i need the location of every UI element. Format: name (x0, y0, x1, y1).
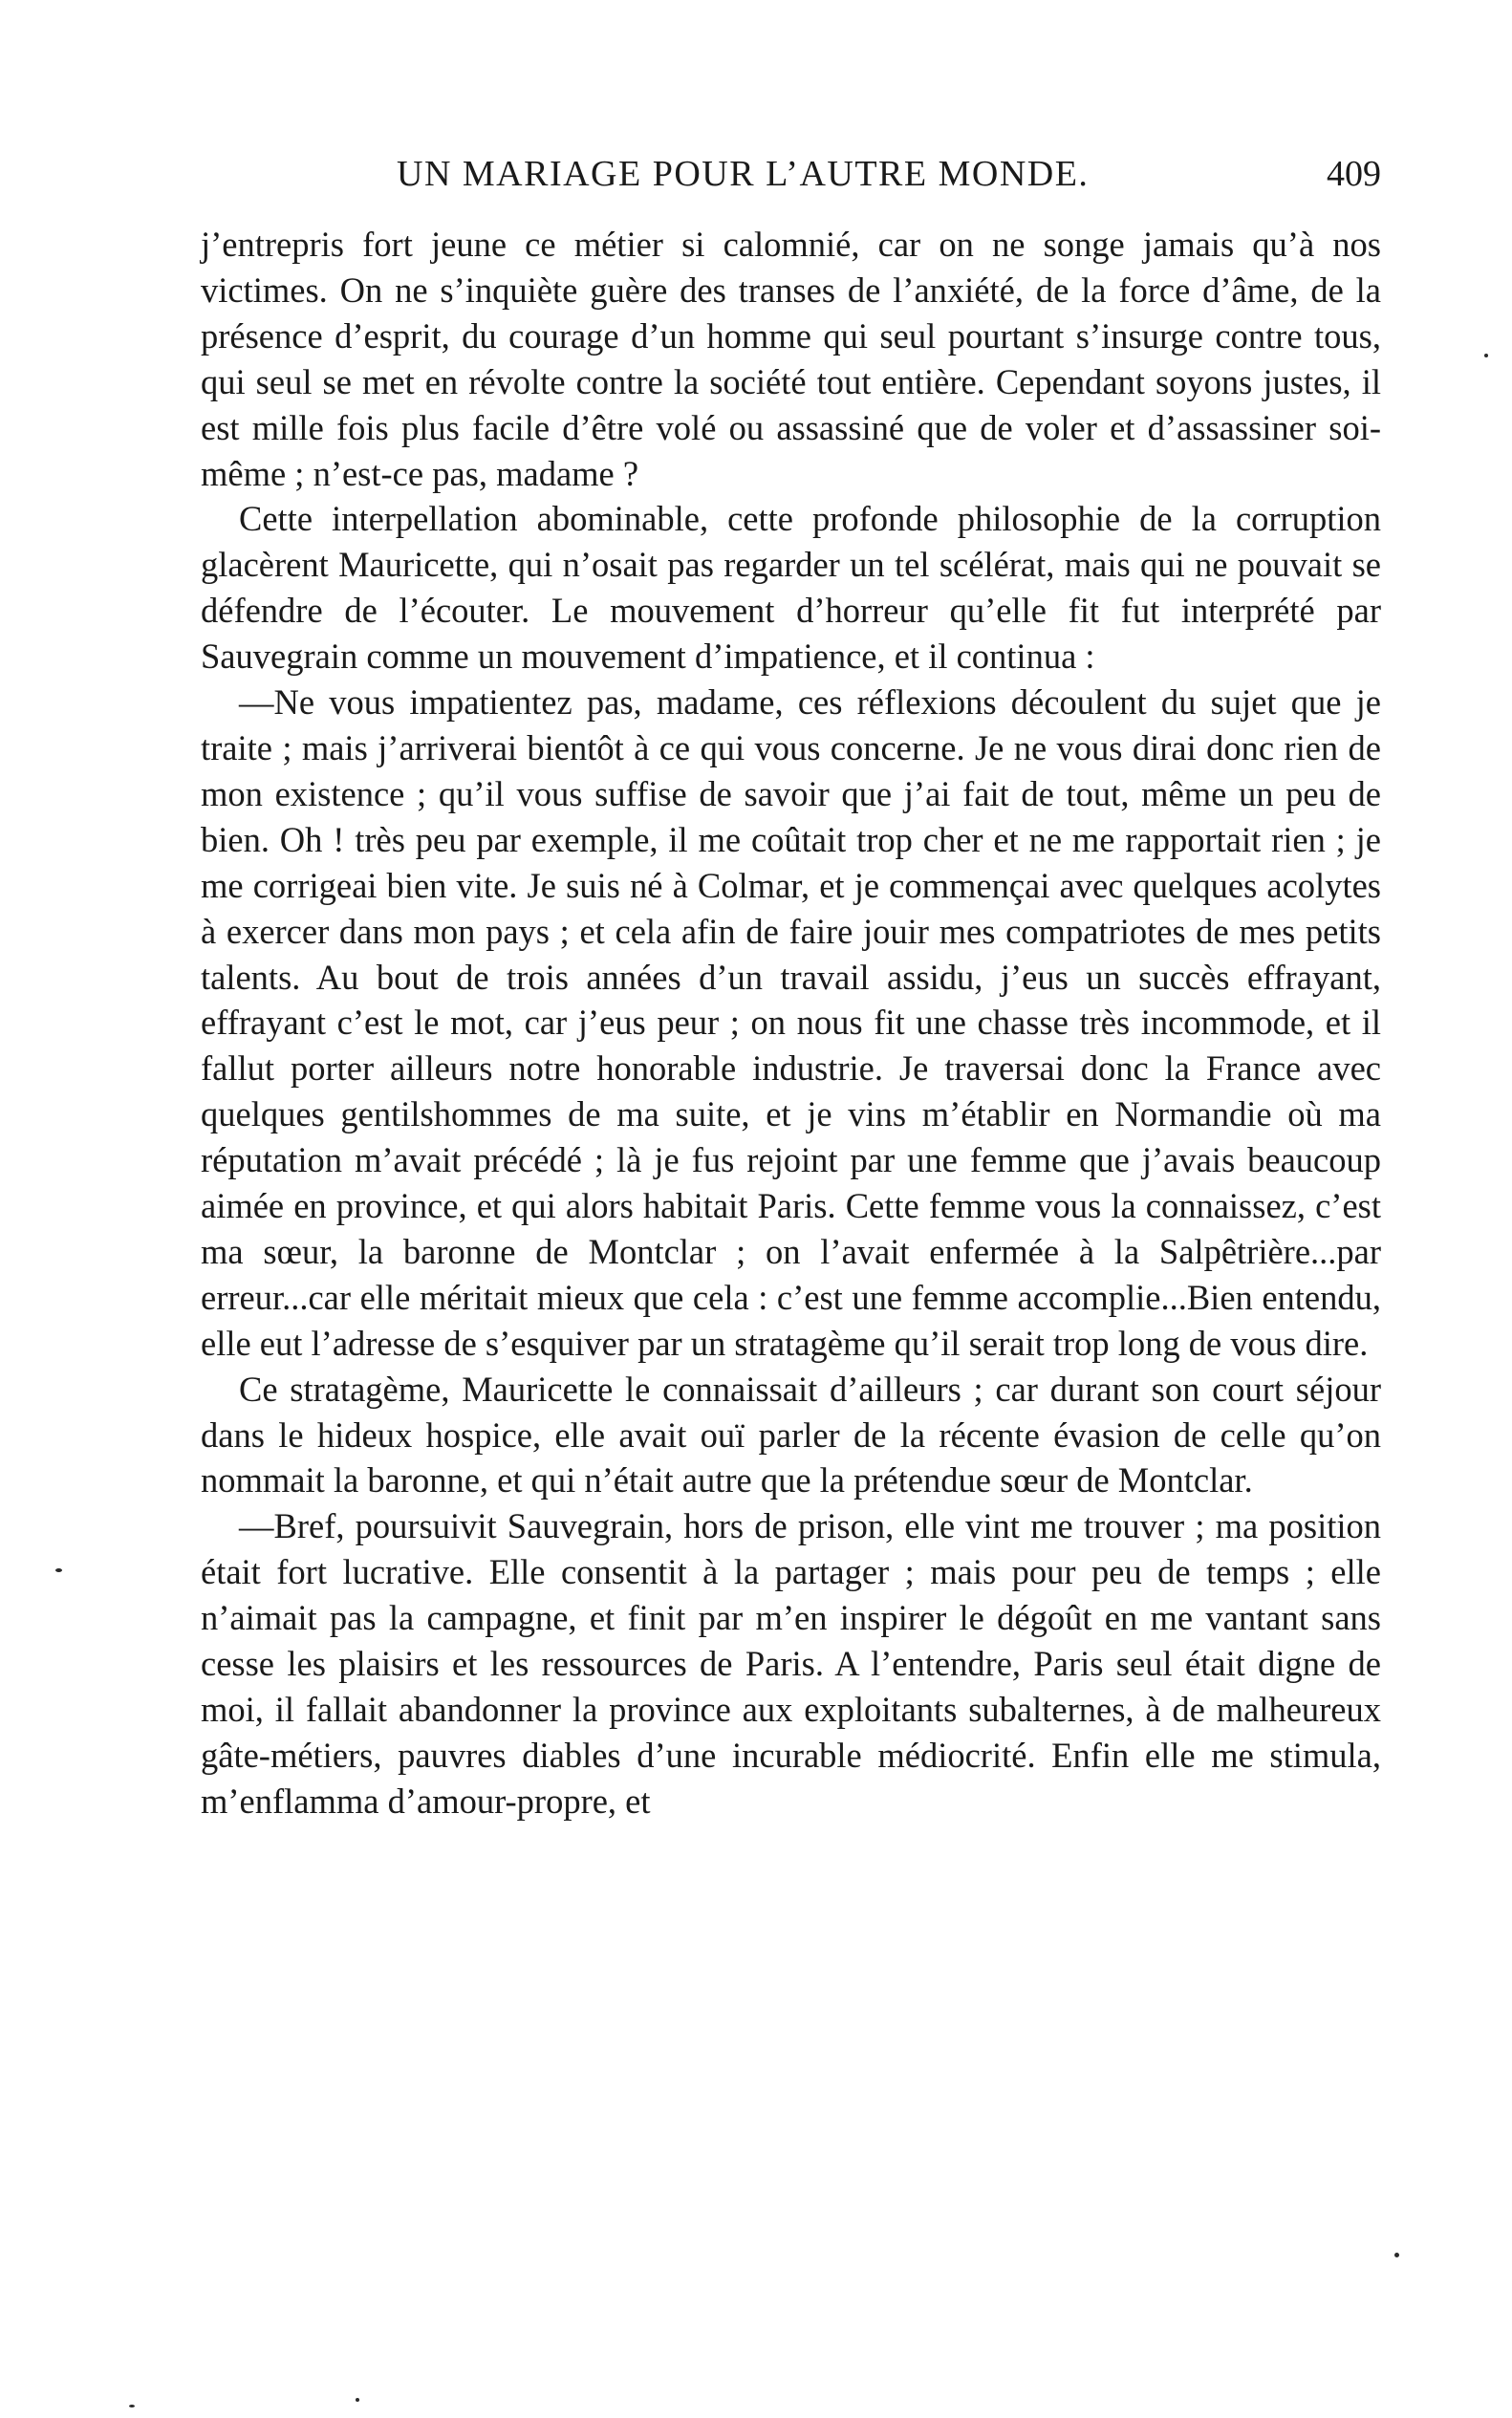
running-title: UN MARIAGE POUR L’AUTRE MONDE. (397, 154, 1090, 194)
scan-speck (356, 2398, 359, 2402)
paragraph: Cette interpellation abominable, cette profonde philosophie de la corruption glacèrent Mauricette, qui n’osait pas regarder un tel scélérat, mais qui ne pouvait se défendre de l’écouter. Le mouvement d’horreur qu’elle fit fut interprété par Sauvegrain comme un mouvement d’impatience, et il continua : (201, 499, 1381, 677)
page-number: 409 (1327, 154, 1381, 194)
scan-speck (129, 2405, 135, 2407)
paragraph: Ce stratagème, Mauricette le connaissait d’ailleurs ; car durant son court séjour dans le hideux hospice, elle avait ouï parler de la récente évasion de celle qu’on nommait la baronne, et qui n’était autre que la prétendue sœur de Montclar. (201, 1369, 1381, 1500)
page-header (397, 153, 1381, 210)
paragraph: —Ne vous impatientez pas, madame, ces réflexions découlent du sujet que je traite ; mais j’arriverai bientôt à ce qui vous concerne. Je ne vous dirai donc rien de mon existence ; qu’il vous suffise de savoir que j’ai fait de tout, même un peu de bien. Oh ! très peu par exemple, il me coûtait trop cher et ne me rapportait rien ; je me corrigeai bien vite. Je suis né à Colmar, et je commençai avec quelques acolytes à exercer dans mon pays ; et cela afin de faire jouir mes compatriotes de mes petits talents. Au bout de trois années d’un travail assidu, j’eus un succès effrayant, effrayant c’est le mot, car j’eus peur ; on nous fit une chasse très incommode, et il fallut porter ailleurs notre honorable industrie. Je traversai donc la France avec quelques gentilshommes de ma suite, et je vins m’établir en Normandie où ma réputation m’avait précédé ; là je fus rejoint par une femme que j’avais beaucoup aimée en province, et qui alors habitait Paris. Cette femme vous la connaissez, c’est ma sœur, la baronne de Montclar ; on l’avait enfermée à la Salpêtrière...par erreur...car elle méritait mieux que cela : c’est une femme accomplie...Bien entendu, elle eut l’adresse de s’esquiver par un stratagème qu’il serait trop long de vous dire. (201, 682, 1381, 1363)
scan-speck (1484, 354, 1488, 357)
scan-speck (55, 1568, 62, 1572)
scan-speck (1394, 2253, 1399, 2257)
body-text (201, 222, 1381, 1824)
paragraph: —Bref, poursuivit Sauvegrain, hors de prison, elle vint me trouver ; ma position était fort lucrative. Elle consentit à la partager ; mais pour peu de temps ; elle n’aimait pas la campagne, et finit par m’en inspirer le dégoût en me vantant sans cesse les plaisirs et les ressources de Paris. A l’entendre, Paris seul était digne de moi, il fallait abandonner la province aux exploitants subalternes, à de malheureux gâte-métiers, pauvres diables d’une incurable médiocrité. Enfin elle me stimula, m’enflamma d’amour-propre, et (201, 1506, 1381, 1821)
paragraph: j’entrepris fort jeune ce métier si calomnié, car on ne songe jamais qu’à nos victimes. On ne s’inquiète guère des transes de l’anxiété, de la force d’âme, de la présence d’esprit, du courage d’un homme qui seul pourtant s’insurge contre tous, qui seul se met en révolte contre la société tout entière. Cependant soyons justes, il est mille fois plus facile d’être volé ou assassiné que de voler et d’assassiner soi-même ; n’est-ce pas, madame ? (201, 225, 1381, 493)
